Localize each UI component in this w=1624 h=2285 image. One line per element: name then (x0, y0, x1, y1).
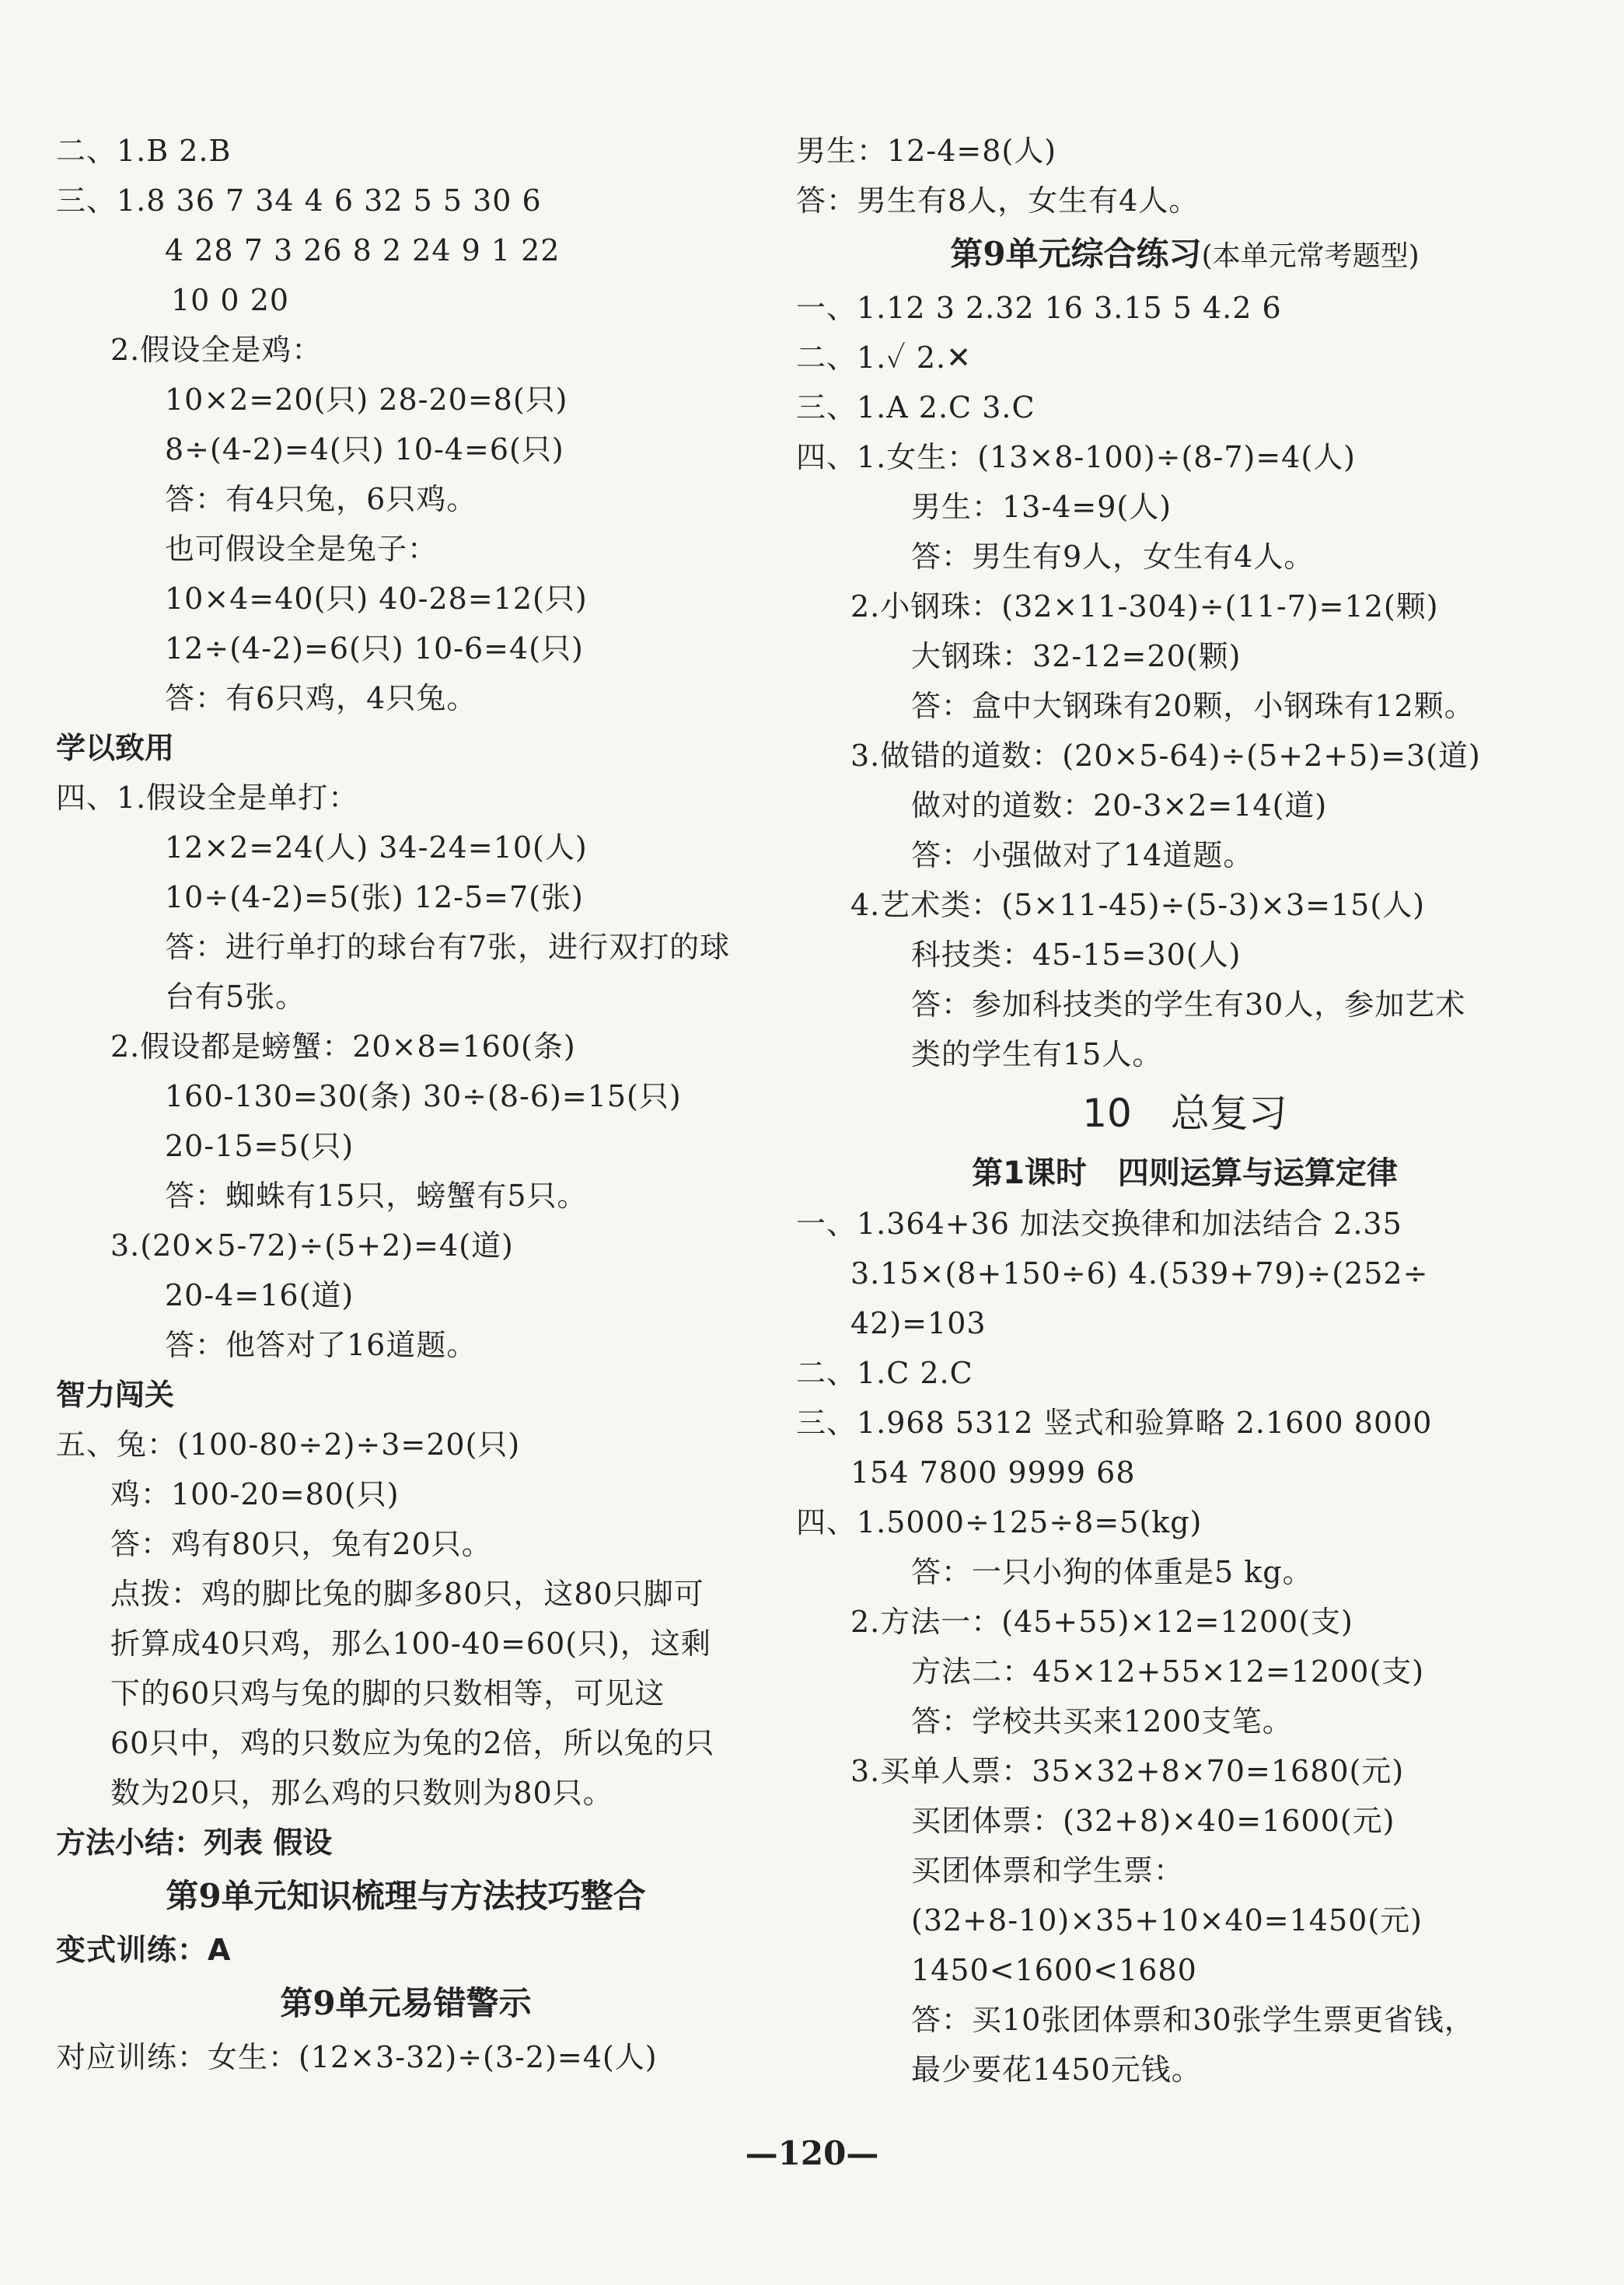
answer-line: 答：有6只鸡，4只兔。 (165, 681, 477, 715)
chapter-title (796, 225, 1573, 283)
answer-line: 2.方法一：(45+55)×12=1200(支) (850, 1605, 1353, 1639)
answer-line: 也可假设全是兔子： (165, 532, 438, 566)
chapter-title: 第9单元知识梳理与方法技巧整合 (166, 1877, 646, 1915)
answer-line: 答：蜘蛛有15只，螃蟹有5只。 (165, 1179, 588, 1213)
answer-line: 一、1.12 3 2.32 16 3.15 5 4.2 6 (796, 291, 1282, 325)
answer-line: 12÷(4-2)=6(只) 10-6=4(只) (165, 631, 584, 666)
hint-line: 数为20只，那么鸡的只数则为80只。 (110, 1776, 613, 1810)
answer-line: 4 28 7 3 26 8 2 24 9 1 22 (165, 233, 561, 267)
right-column (796, 126, 1573, 2095)
section-heading: 方法小结：列表 假设 (56, 1826, 333, 1860)
answer-line: (32+8-10)×35+10×40=1450(元) (911, 1903, 1423, 1937)
answer-line: 10×2=20(只) 28-20=8(只) (165, 383, 568, 417)
answer-line: 答：参加科技类的学生有30人，参加艺术 (911, 987, 1466, 1022)
answer-line: 二、1.✓ 2.✕ (796, 341, 972, 375)
answer-line: 一、1.364+36 加法交换律和加法结合 2.35 (796, 1207, 1402, 1241)
answer-line: 答：进行单打的球台有7张，进行双打的球 (165, 930, 731, 964)
answer-line: 方法二：45×12+55×12=1200(支) (911, 1654, 1425, 1689)
answer-line: 四、1.女生：(13×8-100)÷(8-7)=4(人) (796, 440, 1356, 474)
unit-title: 10 总复习 (1082, 1091, 1287, 1136)
answer-line: 20-4=16(道) (165, 1278, 354, 1312)
answer-line: 42)=103 (850, 1306, 987, 1340)
answer-line: 10×4=40(只) 40-28=12(只) (165, 582, 588, 616)
chapter-title: 第9单元易错警示 (280, 1984, 532, 2022)
answer-line: 3.做错的道数：(20×5-64)÷(5+2+5)=3(道) (850, 739, 1481, 773)
answer-line: 2.小钢珠：(32×11-304)÷(11-7)=12(颗) (850, 589, 1439, 624)
answer-line: 二、1.C 2.C (796, 1356, 973, 1390)
answer-line: 答：男生有8人，女生有4人。 (796, 183, 1200, 218)
answer-line: 类的学生有15人。 (911, 1037, 1163, 1071)
answer-line: 3.15×(8+150÷6) 4.(539+79)÷(252÷ (850, 1256, 1429, 1291)
answer-line: 3.(20×5-72)÷(5+2)=4(道) (110, 1228, 514, 1263)
answer-line: 三、1.8 36 7 34 4 6 32 5 5 30 6 (56, 183, 542, 218)
answer-line: 2.假设全是鸡： (110, 333, 323, 367)
answer-line: 三、1.968 5312 竖式和验算略 2.1600 8000 (796, 1406, 1433, 1440)
answer-line: 20-15=5(只) (165, 1129, 354, 1163)
answer-line: 10÷(4-2)=5(张) 12-5=7(张) (165, 880, 584, 914)
hint-line: 点拨：鸡的脚比兔的脚多80只，这80只脚可 (110, 1577, 704, 1611)
answer-line: 4.艺术类：(5×11-45)÷(5-3)×3=15(人) (850, 888, 1426, 922)
answer-line: 买团体票：(32+8)×40=1600(元) (911, 1804, 1395, 1838)
section-heading: 智力闯关 (56, 1378, 175, 1412)
answer-line: 台有5张。 (165, 980, 306, 1014)
page-number: —120— (745, 2134, 879, 2172)
answer-line: 160-130=30(条) 30÷(8-6)=15(只) (165, 1079, 682, 1113)
answer-line: 男生：13-4=9(人) (911, 490, 1172, 524)
hint-line: 折算成40只鸡，那么100-40=60(只)，这剩 (110, 1626, 711, 1661)
lesson-title: 第1课时 四则运算与运算定律 (972, 1155, 1398, 1191)
answer-line: 变式训练：A (56, 1933, 232, 1967)
section-heading: 学以致用 (56, 731, 175, 765)
answer-line: 1450<1600<1680 (911, 1953, 1197, 1987)
answer-line: 答：男生有9人，女生有4人。 (911, 540, 1315, 574)
answer-line: 答：有4只兔，6只鸡。 (165, 482, 477, 516)
answer-line: 四、1.5000÷125÷8=5(kg) (796, 1505, 1203, 1539)
answer-line: 答：买10张团体票和30张学生票更省钱， (911, 2003, 1475, 2037)
chapter-title-note: (本单元常考题型) (1201, 240, 1420, 272)
answer-line: 答：学校共买来1200支笔。 (911, 1704, 1293, 1738)
answer-line: 8÷(4-2)=4(只) 10-4=6(只) (165, 432, 564, 466)
answer-line: 大钢珠：32-12=20(颗) (911, 639, 1242, 673)
answer-line: 四、1.假设全是单打： (56, 781, 359, 815)
answer-line: 对应训练：女生：(12×3-32)÷(3-2)=4(人) (56, 2040, 658, 2074)
answer-line: 3.买单人票：35×32+8×70=1680(元) (850, 1754, 1405, 1788)
answer-line: 买团体票和学生票： (911, 1854, 1185, 1888)
answer-line: 男生：12-4=8(人) (796, 134, 1057, 168)
answer-line: 鸡：100-20=80(只) (110, 1477, 400, 1511)
answer-line: 10 0 20 (171, 283, 290, 317)
answer-line: 答：鸡有80只，兔有20只。 (110, 1527, 492, 1561)
answer-line: 答：盒中大钢珠有20颗，小钢珠有12颗。 (911, 689, 1475, 723)
answer-line: 答：他答对了16道题。 (165, 1328, 477, 1362)
answer-line: 12×2=24(人) 34-24=10(人) (165, 830, 588, 865)
hint-line: 下的60只鸡与兔的脚的只数相等，可见这 (110, 1676, 665, 1710)
answer-line: 二、1.B 2.B (56, 134, 232, 168)
answer-line: 科技类：45-15=30(人) (911, 938, 1242, 972)
answer-line: 答：一只小狗的体重是5 kg。 (911, 1555, 1313, 1589)
chapter-title-text: 第9单元综合练习 (950, 235, 1202, 273)
answer-line: 五、兔：(100-80÷2)÷3=20(只) (56, 1427, 521, 1462)
answer-line: 答：小强做对了14道题。 (911, 838, 1254, 872)
answer-line: 2.假设都是螃蟹：20×8=160(条) (110, 1029, 576, 1064)
answer-line: 154 7800 9999 68 (850, 1455, 1136, 1490)
answer-line: 三、1.A 2.C 3.C (796, 390, 1036, 425)
answer-line: 最少要花1450元钱。 (911, 2053, 1202, 2087)
hint-line: 60只中，鸡的只数应为兔的2倍，所以兔的只 (110, 1726, 715, 1760)
answer-line: 做对的道数：20-3×2=14(道) (911, 788, 1328, 823)
left-column (56, 126, 756, 2082)
